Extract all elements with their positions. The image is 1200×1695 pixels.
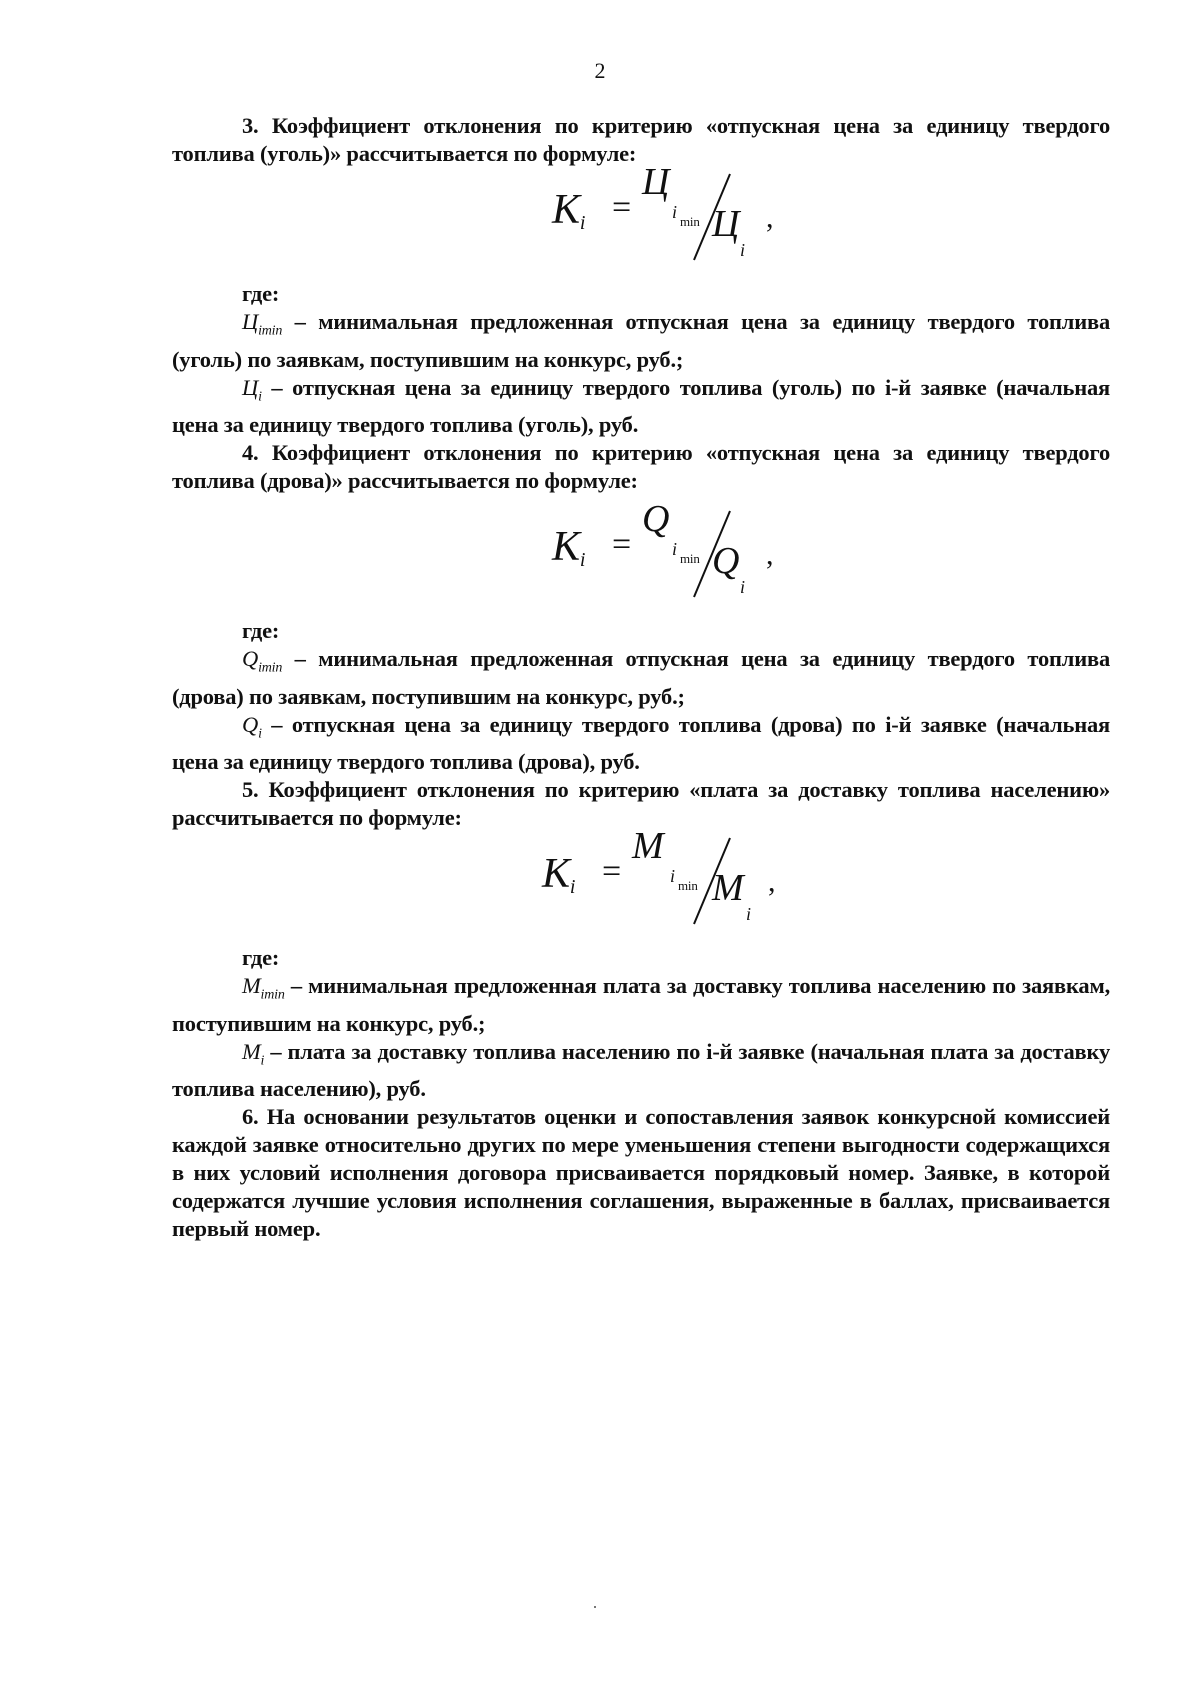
where-label: где: <box>242 618 280 643</box>
formula-comma: , <box>766 538 774 571</box>
section-6-paragraph: 6. На основании результатов оценки и сопоставления заявок конкурсной комиссией каждой заявке относительно других по мере уменьшения степени выгодности содержащихся в них условий исполнения договора присваивается порядковый номер. Заявке, в которой содержатся лучшие условия исполнения соглашения, выраженные в баллах, присваивается первый номер. <box>172 1104 1110 1241</box>
formula-denominator: Q <box>712 540 740 582</box>
formula-comma: , <box>768 865 776 898</box>
where-label: где: <box>242 945 280 970</box>
formula-coal <box>552 161 852 278</box>
formula-denominator: Ц <box>712 203 740 245</box>
section-5-paragraph: 5. Коэффициент отклонения по критерию «плата за доставку топлива населению» рассчитывается по формуле: <box>172 777 1110 830</box>
definition-min-price-wood: $Q_{imin}$ – минимальная предложенная отпускная цена за единицу твердого топлива (дрова) по заявкам, поступившим на конкурс, руб.; <box>172 646 1110 709</box>
formula-comma: , <box>766 201 774 234</box>
page-number: 2 <box>594 58 606 83</box>
formula-numerator-sub: i <box>670 866 675 886</box>
formula-numerator-sub: i <box>672 539 677 559</box>
formula-equals: = <box>612 526 631 563</box>
definition-price-coal: $Ц_i$ – отпускная цена за единицу твердого топлива (уголь) по i-й заявке (начальная цена за единицу твердого топлива (уголь), руб. <box>172 374 1110 437</box>
formula-denominator-sub: i <box>746 904 751 924</box>
formula-lhs: $K_i$ <box>542 851 576 898</box>
formula-denominator: M <box>712 867 744 909</box>
formula-denominator-sub: i <box>740 577 745 597</box>
formula-delivery <box>542 825 842 942</box>
definition-min-price-coal: $Ц_{imin}$ – минимальная предложенная отпускная цена за единицу твердого топлива (уголь) по заявкам, поступившим на конкурс, руб.; <box>172 309 1110 372</box>
formula-numerator-subsub: min <box>680 214 700 229</box>
section-4-paragraph: 4. Коэффициент отклонения по критерию «отпускная цена за единицу твердого топлива (дрова)» рассчитывается по формуле: <box>172 440 1110 493</box>
formula-lhs: $K_i$ <box>552 524 586 571</box>
definition-price-wood: $Q_i$ – отпускная цена за единицу твердого топлива (дрова) по i-й заявке (начальная цена за единицу твердого топлива (дрова), руб. <box>172 711 1110 774</box>
formula-denominator-sub: i <box>740 240 745 260</box>
formula-numerator-sub: i <box>672 202 677 222</box>
formula-equals: = <box>612 189 631 226</box>
formula-numerator: M <box>632 825 664 867</box>
formula-wood <box>552 498 852 615</box>
scan-artifact <box>594 1606 596 1608</box>
formula-numerator-subsub: min <box>680 551 700 566</box>
formula-numerator: Q <box>642 498 670 540</box>
formula-equals: = <box>602 853 621 890</box>
formula-numerator: Ц <box>642 161 670 203</box>
definition-min-delivery: $M_{imin}$ – минимальная предложенная плата за доставку топлива населению по заявкам, поступившим на конкурс, руб.; <box>172 973 1110 1036</box>
formula-numerator-subsub: min <box>678 878 698 893</box>
section-3-paragraph: 3. Коэффициент отклонения по критерию «отпускная цена за единицу твердого топлива (уголь)» рассчитывается по формуле: <box>172 113 1110 166</box>
definition-delivery: $M_i$ – плата за доставку топлива населению по i-й заявке (начальная плата за доставку топлива населению), руб. <box>172 1038 1110 1101</box>
where-label: где: <box>242 281 280 306</box>
formula-lhs: $K_i$ <box>552 187 586 234</box>
document-body <box>172 112 1110 1243</box>
